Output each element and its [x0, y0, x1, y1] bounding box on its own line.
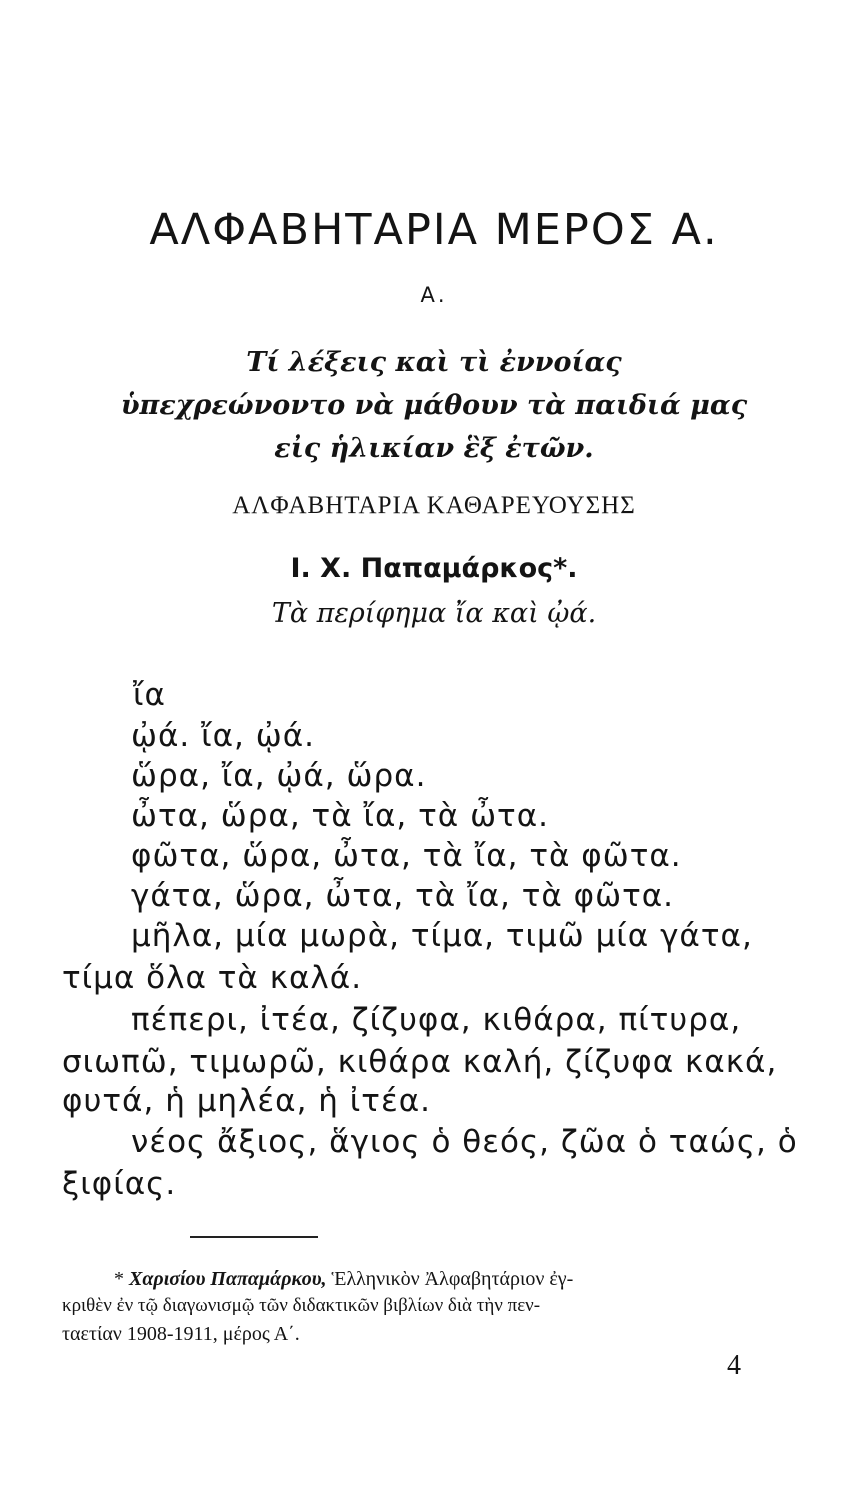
text-line: ἴα: [133, 677, 166, 713]
text-line: τίμα ὅλα τὰ καλά.: [62, 960, 363, 996]
page-title: ΑΛΦΑΒΗΤΑΡΙΑ ΜΕΡΟΣ Α.: [149, 205, 719, 255]
text-line: μῆλα, μία μωρὰ, τίμα, τιμῶ μία γάτα,: [131, 918, 753, 954]
text-line: ὦτα, ὥρα, τὰ ἴα, τὰ ὦτα.: [131, 798, 549, 834]
footnote-author: Χαρισίου Παπαμάρκου,: [129, 1268, 327, 1290]
book-title: Τὰ περίφημα ἴα καὶ ᾠά.: [271, 598, 597, 629]
text-line: πέπερι, ἰτέα, ζίζυφα, κιθάρα, πίτυρα,: [131, 1002, 742, 1038]
footnote-line-1: [114, 1268, 573, 1291]
footnote-line-3: ταετίαν 1908-1911, μέρος Α΄.: [62, 1323, 300, 1345]
question-line-2: ὑπεχρεώνοντο νὰ μάθουν τὰ παιδιά μας: [120, 390, 748, 421]
footnote-divider: [190, 1236, 318, 1238]
question-line-1: Τί λέξεις καὶ τὶ ἐννοίας: [246, 347, 622, 378]
text-line: φυτά, ἡ μηλέα, ἡ ἰτέα.: [62, 1083, 432, 1119]
text-line: σιωπῶ, τιμωρῶ, κιθάρα καλή, ζίζυφα κακά,: [62, 1044, 778, 1080]
text-line: φῶτα, ὥρα, ὦτα, τὰ ἴα, τὰ φῶτα.: [131, 838, 682, 874]
text-line: ξιφίας.: [62, 1166, 177, 1202]
question-line-3: εἰς ἡλικίαν ἓξ ἐτῶν.: [274, 433, 594, 464]
page-number: 4: [727, 1350, 741, 1381]
author-name: Ι. Χ. Παπαμάρκος*.: [290, 553, 578, 584]
text-line: γάτα, ὥρα, ὦτα, τὰ ἴα, τὰ φῶτα.: [131, 878, 675, 914]
footnote-text: Ἑλληνικὸν Ἀλφαβητάριον ἐγ-: [331, 1268, 574, 1290]
text-line: νέος ἄξιος, ἅγιος ὁ θεός, ζῶα ὁ ταώς, ὁ: [131, 1124, 798, 1160]
footnote-marker: *: [114, 1268, 124, 1290]
text-line: ὥρα, ἴα, ᾠά, ὥρα.: [131, 758, 427, 794]
section-label: Α.: [420, 283, 448, 307]
footnote-line-2: κριθὲν ἐν τῷ διαγωνισμῷ τῶν διδακτικῶν βιβλίων διὰ τὴν πεν-: [62, 1295, 541, 1316]
text-line: ᾠά. ἴα, ᾠά.: [131, 718, 315, 754]
subtitle: ΑΛΦΑΒΗΤΑΡΙΑ ΚΑΘΑΡΕΥΟΥΣΗΣ: [232, 492, 636, 519]
